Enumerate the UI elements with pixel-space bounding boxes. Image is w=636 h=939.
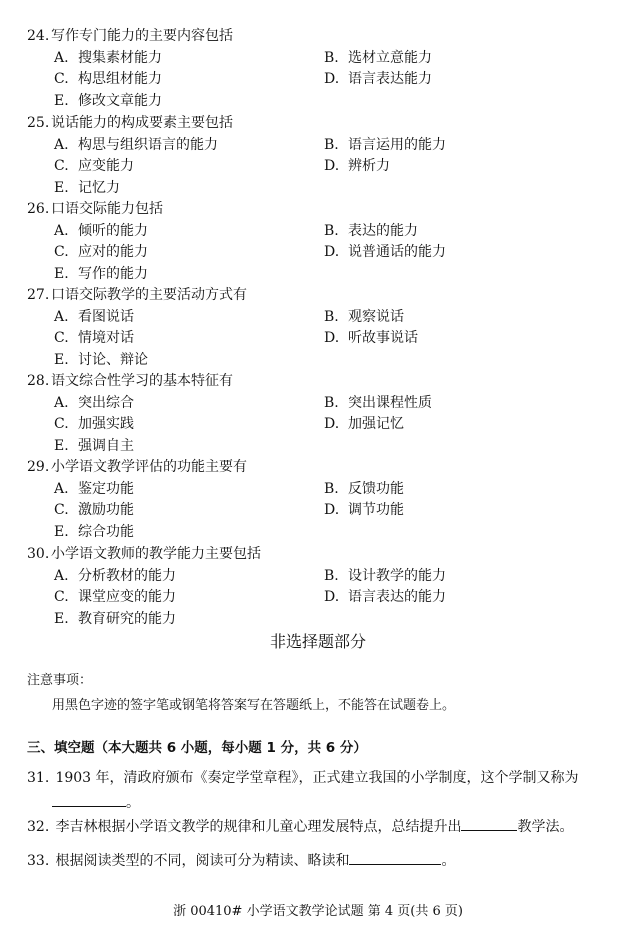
option-b	[324, 309, 604, 326]
option-a	[27, 223, 324, 240]
question-24	[27, 26, 617, 112]
option-text: 讨论、辩论	[78, 351, 148, 368]
option-text: 突出课程性质	[348, 394, 432, 411]
question-stem-line	[27, 285, 617, 307]
option-b	[324, 50, 604, 67]
question-text: 李吉林根据小学语文教学的规律和儿童心理发展特点，总结提升出	[55, 819, 462, 835]
option-row	[27, 221, 617, 243]
option-text: 看图说话	[78, 308, 134, 325]
option-row	[27, 135, 617, 157]
question-number: 29.	[27, 459, 50, 476]
option-letter: A.	[54, 394, 69, 411]
option-c	[27, 589, 324, 606]
option-b	[324, 137, 604, 154]
question-stem: 口语交际能力包括	[51, 201, 163, 218]
question-number: 27.	[27, 287, 50, 304]
question-stem: 小学语文教师的教学能力主要包括	[51, 546, 261, 563]
question-stem-line	[27, 26, 617, 48]
option-a	[27, 568, 324, 585]
option-text: 记忆力	[78, 179, 120, 196]
option-row	[27, 328, 617, 350]
option-a	[27, 395, 324, 412]
question-31	[27, 770, 627, 787]
question-stem: 写作专门能力的主要内容包括	[51, 28, 233, 45]
option-letter: E.	[54, 610, 69, 627]
answer-blank	[349, 850, 441, 865]
option-text: 加强记忆	[348, 416, 404, 433]
part3-title: 三、填空题（本大题共 6 小题，每小题 1 分，共 6 分）	[27, 740, 367, 756]
question-stem: 口语交际教学的主要活动方式有	[51, 287, 247, 304]
option-letter: D.	[324, 502, 340, 519]
question-end: 。	[441, 853, 456, 869]
question-stem: 小学语文教学评估的功能主要有	[51, 459, 247, 476]
option-row	[27, 307, 617, 329]
option-letter: E.	[54, 523, 69, 540]
option-letter: B.	[324, 49, 339, 66]
question-end: 。	[126, 795, 140, 811]
question-stem-line	[27, 371, 617, 393]
question-25	[27, 113, 617, 199]
option-letter: D.	[324, 416, 340, 433]
question-end: 教学法。	[517, 819, 574, 835]
question-30	[27, 544, 617, 630]
option-e	[27, 611, 324, 628]
question-27	[27, 285, 617, 371]
option-d	[324, 244, 604, 261]
option-letter: B.	[324, 308, 339, 325]
option-b	[324, 568, 604, 585]
question-29	[27, 457, 617, 543]
option-text: 说普通话的能力	[348, 244, 446, 261]
option-row	[27, 91, 617, 113]
notice-body: 用黑色字迹的签字笔或钢笔将答案写在答题纸上，不能答在试题卷上。	[52, 698, 456, 713]
option-letter: D.	[324, 71, 340, 88]
question-33	[27, 850, 627, 870]
option-text: 修改文章能力	[78, 92, 162, 109]
question-number: 33.	[27, 853, 50, 869]
option-d	[324, 589, 604, 606]
page-footer: 浙 00410# 小学语文教学论试题 第 4 页(共 6 页)	[173, 904, 463, 919]
option-text: 构思组材能力	[78, 71, 162, 88]
option-letter: A.	[54, 49, 69, 66]
option-letter: D.	[324, 244, 340, 261]
question-26	[27, 199, 617, 285]
option-e	[27, 524, 324, 541]
option-row	[27, 69, 617, 91]
option-text: 选材立意能力	[348, 49, 432, 66]
option-text: 听故事说话	[348, 330, 418, 347]
option-text: 构思与组织语言的能力	[78, 136, 218, 153]
option-letter: C.	[54, 158, 69, 175]
question-stem: 说话能力的构成要素主要包括	[51, 115, 233, 132]
option-text: 反馈功能	[348, 480, 404, 497]
option-d	[324, 158, 604, 175]
option-text: 教育研究的能力	[78, 610, 176, 627]
option-letter: C.	[54, 244, 69, 261]
option-text: 强调自主	[78, 437, 134, 454]
option-letter: E.	[54, 437, 69, 454]
option-row	[27, 264, 617, 286]
question-31-blank-line	[52, 792, 636, 812]
option-e	[27, 352, 324, 369]
question-text: 1903 年，清政府颁布《奏定学堂章程》，正式建立我国的小学制度，这个学制又称为	[55, 770, 579, 786]
question-number: 30.	[27, 546, 50, 563]
option-letter: C.	[54, 416, 69, 433]
option-c	[27, 502, 324, 519]
option-letter: A.	[54, 136, 69, 153]
option-row	[27, 350, 617, 372]
notice-title: 注意事项：	[27, 673, 93, 688]
option-row	[27, 522, 617, 544]
option-d	[324, 330, 604, 347]
option-text: 辨析力	[348, 158, 390, 175]
question-number: 31.	[27, 770, 50, 786]
option-b	[324, 481, 604, 498]
option-a	[27, 309, 324, 326]
section-title: 非选择题部分	[269, 632, 366, 651]
option-row	[27, 414, 617, 436]
option-c	[27, 71, 324, 88]
option-a	[27, 50, 324, 67]
option-row	[27, 393, 617, 415]
question-stem: 语文综合性学习的基本特征有	[51, 373, 233, 390]
option-d	[324, 71, 604, 88]
option-letter: C.	[54, 330, 69, 347]
option-row	[27, 587, 617, 609]
option-letter: B.	[324, 567, 339, 584]
question-stem-line	[27, 113, 617, 135]
option-c	[27, 330, 324, 347]
option-row	[27, 609, 617, 631]
option-text: 观察说话	[348, 308, 404, 325]
option-letter: B.	[324, 480, 339, 497]
option-c	[27, 158, 324, 175]
option-text: 语言运用的能力	[348, 136, 446, 153]
option-row	[27, 156, 617, 178]
option-text: 设计教学的能力	[348, 567, 446, 584]
option-letter: A.	[54, 480, 69, 497]
question-number: 28.	[27, 373, 50, 390]
question-number: 32.	[27, 819, 50, 835]
option-letter: A.	[54, 308, 69, 325]
option-text: 突出综合	[78, 394, 134, 411]
option-e	[27, 180, 324, 197]
option-text: 语言表达的能力	[348, 589, 446, 606]
question-28	[27, 371, 617, 457]
question-text: 根据阅读类型的不同，阅读可分为精读、略读和	[55, 853, 350, 869]
option-text: 应变能力	[78, 158, 134, 175]
question-32	[27, 816, 627, 836]
question-number: 24.	[27, 28, 50, 45]
question-stem-line	[27, 199, 617, 221]
option-letter: E.	[54, 92, 69, 109]
option-text: 分析教材的能力	[78, 567, 176, 584]
option-text: 综合功能	[78, 523, 134, 540]
option-letter: C.	[54, 502, 69, 519]
option-b	[324, 223, 604, 240]
option-letter: B.	[324, 394, 339, 411]
option-letter: C.	[54, 71, 69, 88]
option-b	[324, 395, 604, 412]
option-text: 情境对话	[78, 330, 134, 347]
answer-blank	[52, 792, 126, 807]
option-letter: A.	[54, 222, 69, 239]
option-row	[27, 178, 617, 200]
option-text: 调节功能	[348, 502, 404, 519]
option-text: 表达的能力	[348, 222, 418, 239]
option-c	[27, 244, 324, 261]
option-c	[27, 416, 324, 433]
option-text: 加强实践	[78, 416, 134, 433]
question-number: 26.	[27, 201, 50, 218]
option-row	[27, 479, 617, 501]
option-letter: D.	[324, 158, 340, 175]
option-letter: D.	[324, 330, 340, 347]
option-letter: B.	[324, 222, 339, 239]
question-number: 25.	[27, 115, 50, 132]
option-text: 语言表达能力	[348, 71, 432, 88]
option-row	[27, 566, 617, 588]
option-e	[27, 93, 324, 110]
option-d	[324, 416, 604, 433]
option-text: 鉴定功能	[78, 480, 134, 497]
option-letter: D.	[324, 589, 340, 606]
option-text: 倾听的能力	[78, 222, 148, 239]
option-a	[27, 481, 324, 498]
option-text: 激励功能	[78, 502, 134, 519]
option-row	[27, 436, 617, 458]
option-e	[27, 266, 324, 283]
option-text: 写作的能力	[78, 265, 148, 282]
option-letter: A.	[54, 567, 69, 584]
option-row	[27, 500, 617, 522]
option-letter: E.	[54, 179, 69, 196]
option-text: 搜集素材能力	[78, 49, 162, 66]
answer-blank	[461, 816, 517, 831]
option-letter: E.	[54, 265, 69, 282]
option-row	[27, 48, 617, 70]
option-letter: C.	[54, 589, 69, 606]
option-text: 课堂应变的能力	[78, 589, 176, 606]
question-stem-line	[27, 457, 617, 479]
question-stem-line	[27, 544, 617, 566]
option-row	[27, 242, 617, 264]
option-d	[324, 502, 604, 519]
option-letter: B.	[324, 136, 339, 153]
option-a	[27, 137, 324, 154]
option-letter: E.	[54, 351, 69, 368]
option-text: 应对的能力	[78, 244, 148, 261]
option-e	[27, 438, 324, 455]
